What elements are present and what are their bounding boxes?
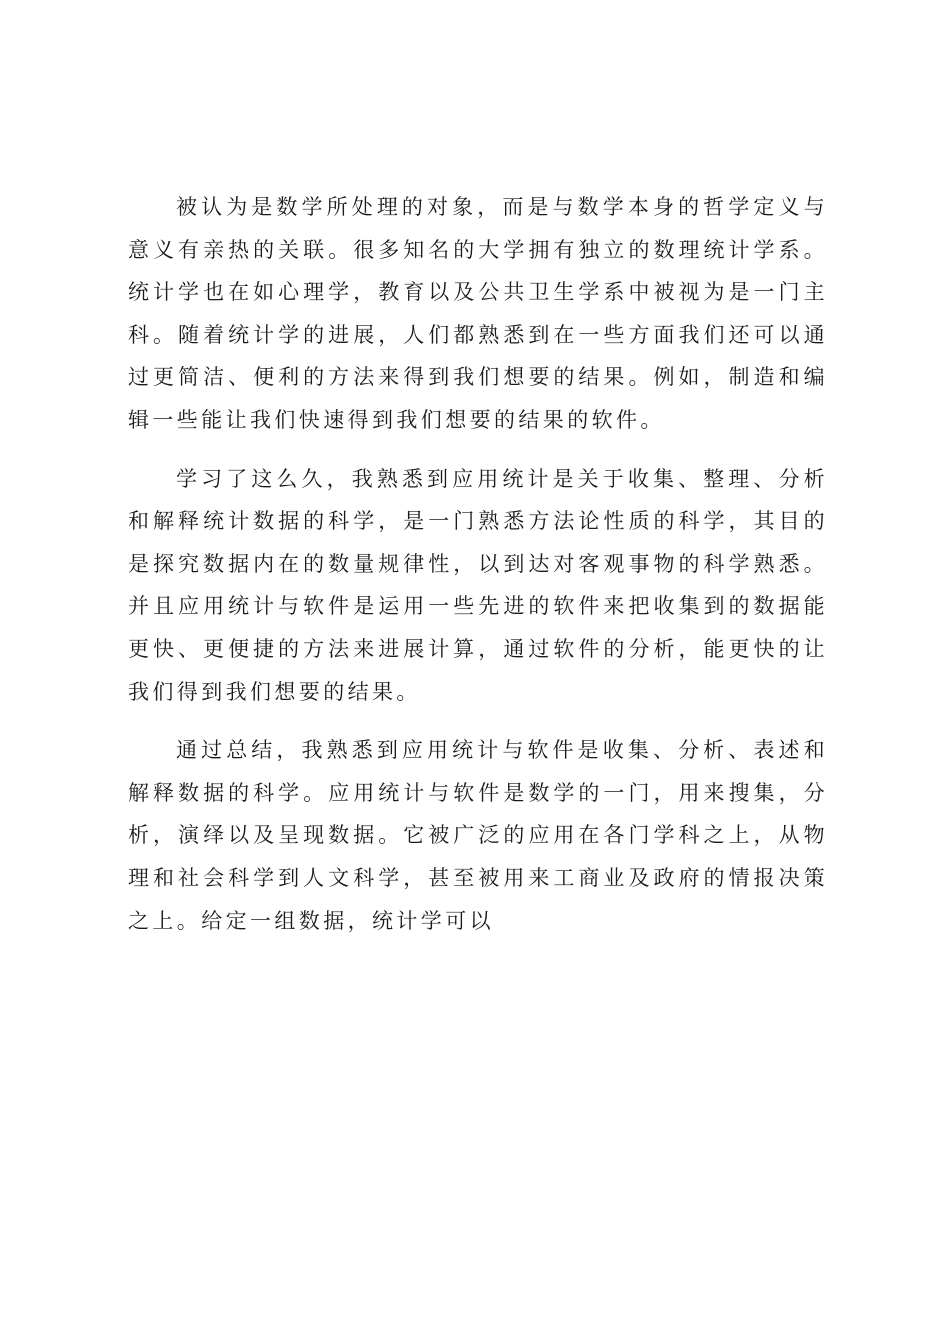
paragraph-2: 学习了这么久，我熟悉到应用统计是关于收集、整理、分析和解释统计数据的科学，是一门熟悉方法论性质的科学，其目的是探究数据内在的数量规律性，以到达对客观事物的科学熟悉。并且应用统计与软件是运用一些先进的软件来把收集到的数据能更快、更便捷的方法来进展计算，通过软件的分析，能更快的让我们得到我们想要的结果。 bbox=[128, 466, 828, 704]
paragraph-1: 被认为是数学所处理的对象，而是与数学本身的哲学定义与意义有亲热的关联。很多知名的大学拥有独立的数理统计学系。统计学也在如心理学，教育以及公共卫生学系中被视为是一门主科。随着统计学的进展，人们都熟悉到在一些方面我们还可以通过更简洁、便利的方法来得到我们想要的结果。例如，制造和编辑一些能让我们快速得到我们想要的结果的软件。 bbox=[128, 195, 828, 432]
document-body bbox=[128, 186, 828, 958]
paragraph-3: 通过总结，我熟悉到应用统计与软件是收集、分析、表述和解释数据的科学。应用统计与软件是数学的一门，用来搜集，分析，演绎以及呈现数据。它被广泛的应用在各门学科之上，从物理和社会科学到人文科学，甚至被用来工商业及政府的情报决策之上。给定一组数据，统计学可以 bbox=[128, 738, 828, 933]
